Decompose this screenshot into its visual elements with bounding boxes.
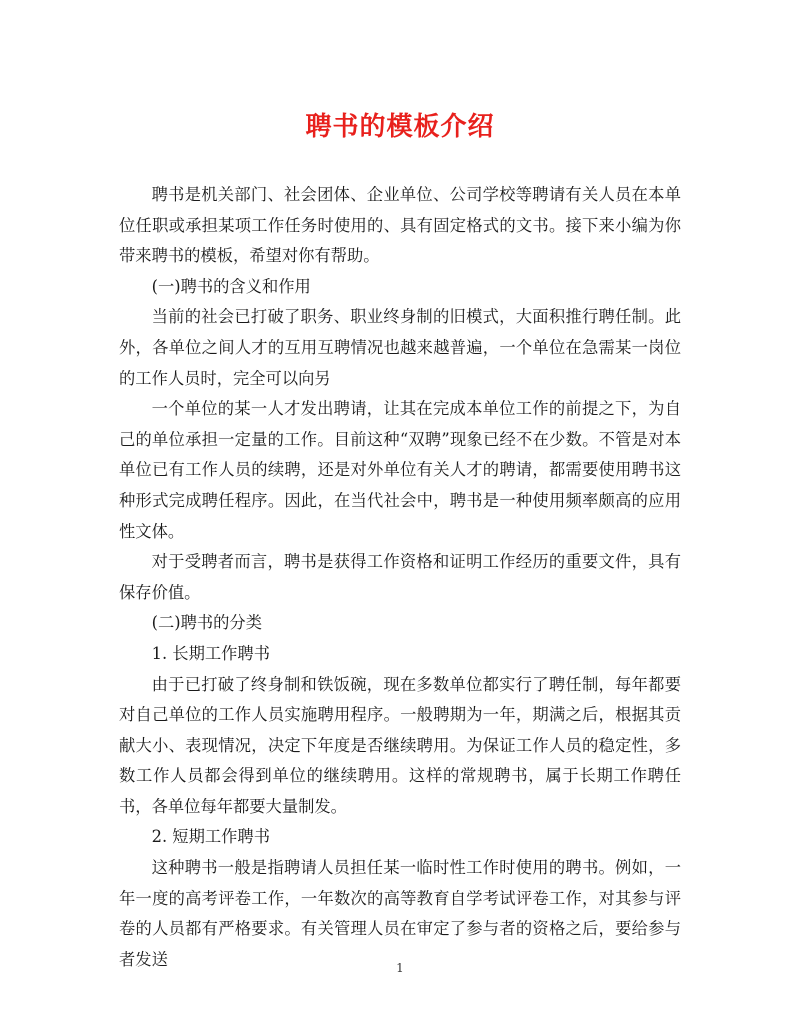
paragraph: 聘书是机关部门、社会团体、企业单位、公司学校等聘请有关人员在本单位任职或承担某项工作任务时使用的、具有固定格式的文书。接下来小编为你带来聘书的模板，希望对你有帮助。 [119, 185, 681, 266]
document-body [119, 180, 681, 975]
page-number: 1 [396, 961, 404, 975]
paragraph: 当前的社会已打破了职务、职业终身制的旧模式，大面积推行聘任制。此外，各单位之间人才的互用互聘情况也越来越普遍，一个单位在急需某一岗位的工作人员时，完全可以向另 [119, 307, 681, 388]
document-title: 聘书的模板介绍 [305, 112, 495, 142]
subsection-heading: 1. 长期工作聘书 [151, 643, 270, 663]
paragraph: 由于已打破了终身制和铁饭碗，现在多数单位都实行了聘任制，每年都要对自己单位的工作人员实施聘用程序。一般聘期为一年，期满之后，根据其贡献大小、表现情况，决定下年度是否继续聘用。为保证工作人员的稳定性，多数工作人员都会得到单位的继续聘用。这样的常规聘书，属于长期工作聘任书，各单位每年都要大量制发。 [119, 674, 681, 816]
paragraph: 对于受聘者而言，聘书是获得工作资格和证明工作经历的重要文件，具有保存价值。 [119, 552, 681, 602]
subsection-heading: 2. 短期工作聘书 [151, 827, 270, 847]
section-heading: (二)聘书的分类 [151, 613, 262, 633]
section-heading: (一)聘书的含义和作用 [151, 276, 311, 296]
paragraph: 这种聘书一般是指聘请人员担任某一临时性工作时使用的聘书。例如，一年一度的高考评卷工作，一年数次的高等教育自学考试评卷工作，对其参与评卷的人员都有严格要求。有关管理人员在审定了参与者的资格之后，要给参与者发送 [119, 858, 681, 969]
paragraph: 一个单位的某一人才发出聘请，让其在完成本单位工作的前提之下，为自己的单位承担一定量的工作。目前这种“双聘”现象已经不在少数。不管是对本单位已有工作人员的续聘，还是对外单位有关人才的聘请，都需要使用聘书这种形式完成聘任程序。因此，在当代社会中，聘书是一种使用频率颇高的应用性文体。 [119, 399, 681, 541]
